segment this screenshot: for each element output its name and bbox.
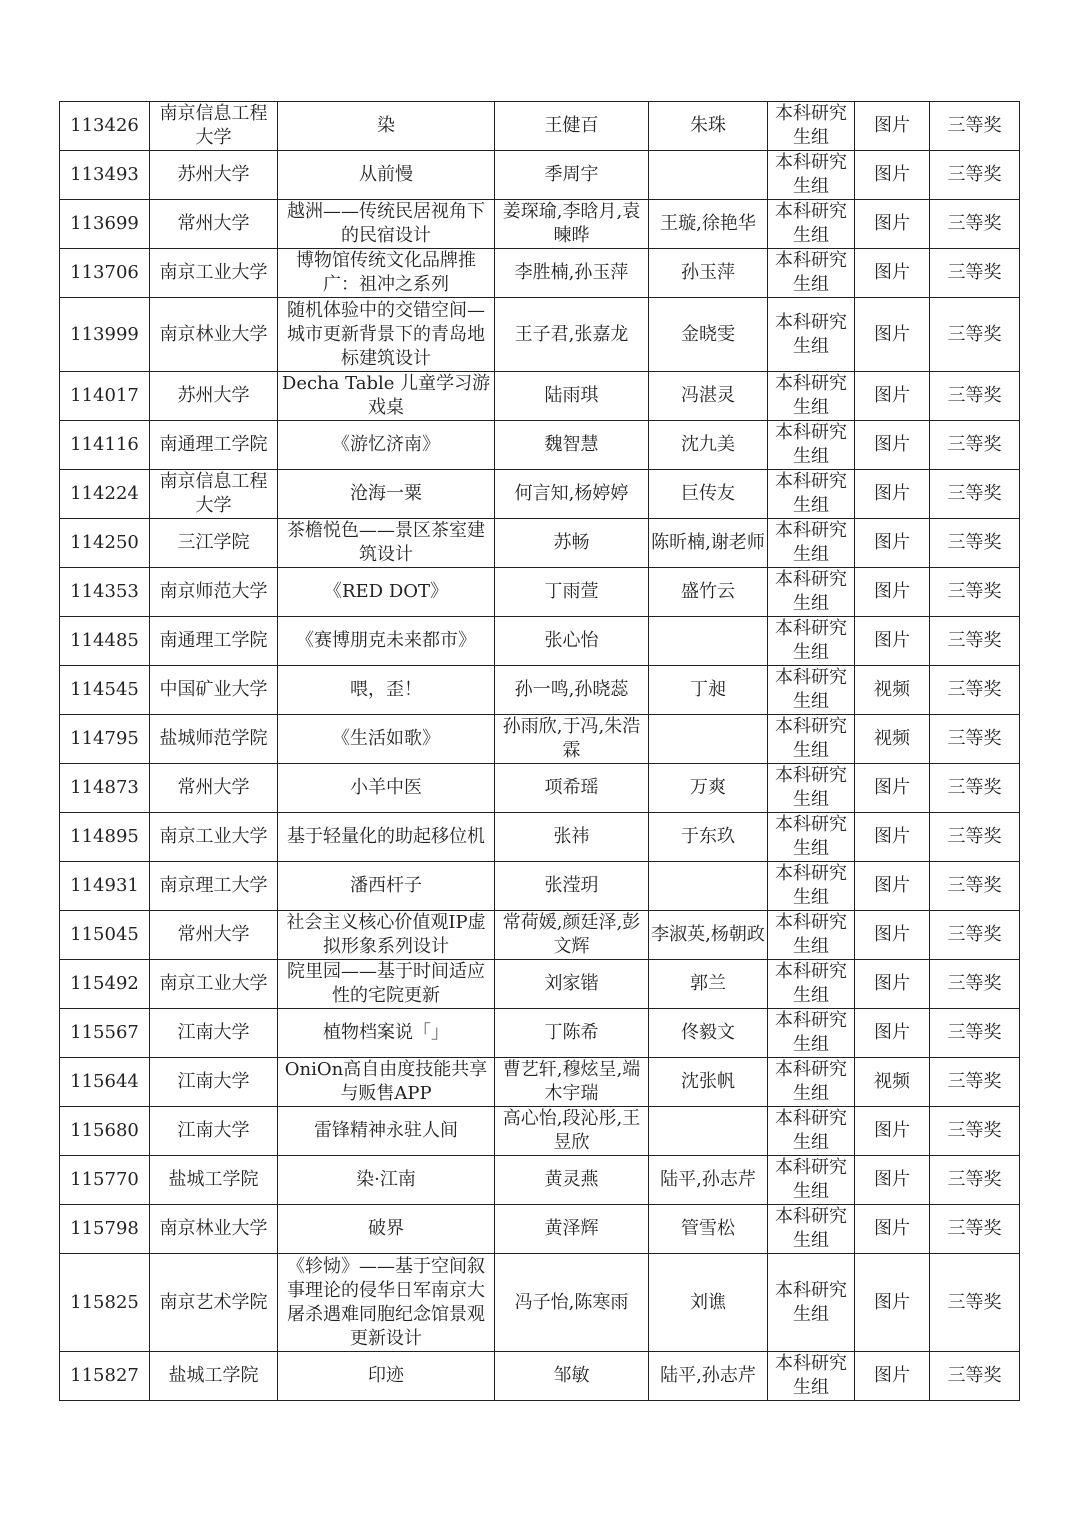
advisor: [649, 1107, 768, 1156]
group: 本科研究生组: [768, 960, 855, 1009]
group: 本科研究生组: [768, 715, 855, 764]
entry-id: 113999: [60, 298, 150, 372]
award: 三等奖: [930, 1205, 1020, 1254]
work-type: 图片: [855, 102, 930, 151]
table-row: [60, 666, 1020, 715]
work-type: 图片: [855, 813, 930, 862]
award: 三等奖: [930, 151, 1020, 200]
advisor: 金晓雯: [649, 298, 768, 372]
work-title: 《生活如歌》: [278, 715, 495, 764]
school: 常州大学: [150, 200, 278, 249]
work-title: 基于轻量化的助起移位机: [278, 813, 495, 862]
table-row: [60, 1009, 1020, 1058]
group: 本科研究生组: [768, 519, 855, 568]
school: 南京工业大学: [150, 813, 278, 862]
work-type: 图片: [855, 372, 930, 421]
table-row: [60, 519, 1020, 568]
authors: 项希瑶: [495, 764, 649, 813]
advisor: [649, 151, 768, 200]
advisor: 孙玉萍: [649, 249, 768, 298]
award: 三等奖: [930, 298, 1020, 372]
group: 本科研究生组: [768, 666, 855, 715]
work-title: 社会主义核心价值观IP虚拟形象系列设计: [278, 911, 495, 960]
authors: 魏智慧: [495, 421, 649, 470]
table-row: [60, 1058, 1020, 1107]
work-title: 沧海一粟: [278, 470, 495, 519]
work-title: 染: [278, 102, 495, 151]
table-row: [60, 764, 1020, 813]
authors: 张滢玥: [495, 862, 649, 911]
group: 本科研究生组: [768, 568, 855, 617]
award: 三等奖: [930, 421, 1020, 470]
award: 三等奖: [930, 960, 1020, 1009]
advisor: 陆平,孙志芹: [649, 1156, 768, 1205]
group: 本科研究生组: [768, 1254, 855, 1352]
award: 三等奖: [930, 862, 1020, 911]
entry-id: 115644: [60, 1058, 150, 1107]
work-title: 越洲——传统民居视角下的民宿设计: [278, 200, 495, 249]
authors: 姜琛瑜,李晗月,袁暕晔: [495, 200, 649, 249]
group: 本科研究生组: [768, 200, 855, 249]
work-type: 图片: [855, 862, 930, 911]
award: 三等奖: [930, 715, 1020, 764]
authors: 季周宇: [495, 151, 649, 200]
advisor: 于东玖: [649, 813, 768, 862]
school: 三江学院: [150, 519, 278, 568]
advisor: 丁昶: [649, 666, 768, 715]
advisor: 冯湛灵: [649, 372, 768, 421]
school: 南通理工学院: [150, 421, 278, 470]
authors: 冯子怡,陈寒雨: [495, 1254, 649, 1352]
work-title: 染·江南: [278, 1156, 495, 1205]
entry-id: 114795: [60, 715, 150, 764]
work-title: 从前慢: [278, 151, 495, 200]
group: 本科研究生组: [768, 764, 855, 813]
group: 本科研究生组: [768, 151, 855, 200]
authors: 邹敏: [495, 1352, 649, 1401]
authors: 丁雨萱: [495, 568, 649, 617]
award: 三等奖: [930, 813, 1020, 862]
advisor: [649, 617, 768, 666]
work-type: 图片: [855, 1009, 930, 1058]
school: 江南大学: [150, 1107, 278, 1156]
work-type: 图片: [855, 421, 930, 470]
work-title: 《游忆济南》: [278, 421, 495, 470]
award: 三等奖: [930, 1352, 1020, 1401]
advisor: 刘谯: [649, 1254, 768, 1352]
group: 本科研究生组: [768, 1107, 855, 1156]
entry-id: 115798: [60, 1205, 150, 1254]
entry-id: 114224: [60, 470, 150, 519]
award: 三等奖: [930, 666, 1020, 715]
entry-id: 113426: [60, 102, 150, 151]
work-type: 视频: [855, 666, 930, 715]
work-title: 《RED DOT》: [278, 568, 495, 617]
authors: 王健百: [495, 102, 649, 151]
work-type: 图片: [855, 470, 930, 519]
group: 本科研究生组: [768, 1156, 855, 1205]
work-type: 图片: [855, 1352, 930, 1401]
table-row: [60, 1107, 1020, 1156]
authors: 黄泽辉: [495, 1205, 649, 1254]
group: 本科研究生组: [768, 102, 855, 151]
work-type: 图片: [855, 960, 930, 1009]
entry-id: 115492: [60, 960, 150, 1009]
advisor: 盛竹云: [649, 568, 768, 617]
award: 三等奖: [930, 617, 1020, 666]
work-title: 雷锋精神永驻人间: [278, 1107, 495, 1156]
school: 盐城工学院: [150, 1352, 278, 1401]
table-row: [60, 372, 1020, 421]
work-type: 图片: [855, 298, 930, 372]
work-type: 图片: [855, 249, 930, 298]
advisor: 朱珠: [649, 102, 768, 151]
school: 南京工业大学: [150, 960, 278, 1009]
entry-id: 113493: [60, 151, 150, 200]
entry-id: 114116: [60, 421, 150, 470]
group: 本科研究生组: [768, 1058, 855, 1107]
work-type: 图片: [855, 617, 930, 666]
award: 三等奖: [930, 372, 1020, 421]
school: 南京信息工程大学: [150, 102, 278, 151]
authors: 孙雨欣,于冯,朱浩霖: [495, 715, 649, 764]
group: 本科研究生组: [768, 862, 855, 911]
work-type: 图片: [855, 1107, 930, 1156]
work-title: 小羊中医: [278, 764, 495, 813]
authors: 曹艺轩,穆炫呈,端木宇瑞: [495, 1058, 649, 1107]
advisor: 郭兰: [649, 960, 768, 1009]
work-title: 《轸恸》——基于空间叙事理论的侵华日军南京大屠杀遇难同胞纪念馆景观更新设计: [278, 1254, 495, 1352]
advisor: 李淑英,杨朝政: [649, 911, 768, 960]
table-row: [60, 470, 1020, 519]
work-type: 视频: [855, 1058, 930, 1107]
table-row: [60, 298, 1020, 372]
table-row: [60, 151, 1020, 200]
group: 本科研究生组: [768, 470, 855, 519]
work-title: 院里园——基于时间适应性的宅院更新: [278, 960, 495, 1009]
advisor: 巨传友: [649, 470, 768, 519]
school: 江南大学: [150, 1009, 278, 1058]
work-type: 图片: [855, 1254, 930, 1352]
work-title: 茶檐悦色——景区茶室建筑设计: [278, 519, 495, 568]
school: 盐城工学院: [150, 1156, 278, 1205]
work-title: Decha Table 儿童学习游戏桌: [278, 372, 495, 421]
advisor: 王璇,徐艳华: [649, 200, 768, 249]
school: 苏州大学: [150, 151, 278, 200]
table-row: [60, 960, 1020, 1009]
award: 三等奖: [930, 249, 1020, 298]
work-type: 图片: [855, 911, 930, 960]
work-type: 图片: [855, 568, 930, 617]
authors: 常荷媛,颜廷泽,彭文辉: [495, 911, 649, 960]
school: 盐城师范学院: [150, 715, 278, 764]
table-row: [60, 862, 1020, 911]
awards-table-body: [60, 102, 1020, 1401]
award: 三等奖: [930, 102, 1020, 151]
entry-id: 115045: [60, 911, 150, 960]
school: 南京师范大学: [150, 568, 278, 617]
school: 常州大学: [150, 764, 278, 813]
advisor: [649, 715, 768, 764]
entry-id: 114895: [60, 813, 150, 862]
award: 三等奖: [930, 519, 1020, 568]
table-row: [60, 568, 1020, 617]
advisor: 陈昕楠,谢老师: [649, 519, 768, 568]
award: 三等奖: [930, 911, 1020, 960]
award: 三等奖: [930, 1009, 1020, 1058]
work-title: 潘西杆子: [278, 862, 495, 911]
work-title: 印迹: [278, 1352, 495, 1401]
authors: 黄灵燕: [495, 1156, 649, 1205]
school: 江南大学: [150, 1058, 278, 1107]
work-type: 图片: [855, 519, 930, 568]
work-title: OniOn高自由度技能共享与贩售APP: [278, 1058, 495, 1107]
group: 本科研究生组: [768, 1352, 855, 1401]
group: 本科研究生组: [768, 372, 855, 421]
award: 三等奖: [930, 1058, 1020, 1107]
authors: 高心怡,段沁彤,王昱欣: [495, 1107, 649, 1156]
table-row: [60, 200, 1020, 249]
school: 南京艺术学院: [150, 1254, 278, 1352]
award: 三等奖: [930, 1107, 1020, 1156]
entry-id: 113706: [60, 249, 150, 298]
authors: 何言知,杨婷婷: [495, 470, 649, 519]
advisor: 沈张帆: [649, 1058, 768, 1107]
entry-id: 114931: [60, 862, 150, 911]
work-title: 随机体验中的交错空间—城市更新背景下的青岛地标建筑设计: [278, 298, 495, 372]
authors: 丁陈希: [495, 1009, 649, 1058]
award: 三等奖: [930, 568, 1020, 617]
table-row: [60, 249, 1020, 298]
school: 中国矿业大学: [150, 666, 278, 715]
advisor: 陆平,孙志芹: [649, 1352, 768, 1401]
group: 本科研究生组: [768, 421, 855, 470]
work-title: 植物档案说「」: [278, 1009, 495, 1058]
work-title: 喂，歪！: [278, 666, 495, 715]
authors: 李胜楠,孙玉萍: [495, 249, 649, 298]
entry-id: 115680: [60, 1107, 150, 1156]
school: 苏州大学: [150, 372, 278, 421]
group: 本科研究生组: [768, 1205, 855, 1254]
authors: 张祎: [495, 813, 649, 862]
authors: 王子君,张嘉龙: [495, 298, 649, 372]
entry-id: 114353: [60, 568, 150, 617]
work-type: 图片: [855, 151, 930, 200]
award: 三等奖: [930, 470, 1020, 519]
group: 本科研究生组: [768, 249, 855, 298]
group: 本科研究生组: [768, 911, 855, 960]
table-row: [60, 421, 1020, 470]
advisor: 管雪松: [649, 1205, 768, 1254]
advisor: 万爽: [649, 764, 768, 813]
awards-table: [59, 101, 1020, 1401]
authors: 苏畅: [495, 519, 649, 568]
work-type: 图片: [855, 764, 930, 813]
table-row: [60, 617, 1020, 666]
group: 本科研究生组: [768, 1009, 855, 1058]
entry-id: 115825: [60, 1254, 150, 1352]
work-type: 图片: [855, 1205, 930, 1254]
school: 南京林业大学: [150, 1205, 278, 1254]
work-type: 图片: [855, 200, 930, 249]
work-title: 破界: [278, 1205, 495, 1254]
award: 三等奖: [930, 1156, 1020, 1205]
authors: 孙一鸣,孙晓蕊: [495, 666, 649, 715]
award: 三等奖: [930, 764, 1020, 813]
entry-id: 114250: [60, 519, 150, 568]
table-row: [60, 1254, 1020, 1352]
entry-id: 115567: [60, 1009, 150, 1058]
entry-id: 115770: [60, 1156, 150, 1205]
table-row: [60, 1205, 1020, 1254]
advisor: 佟毅文: [649, 1009, 768, 1058]
entry-id: 114545: [60, 666, 150, 715]
award: 三等奖: [930, 1254, 1020, 1352]
entry-id: 115827: [60, 1352, 150, 1401]
table-row: [60, 813, 1020, 862]
award: 三等奖: [930, 200, 1020, 249]
work-title: 博物馆传统文化品牌推广：祖冲之系列: [278, 249, 495, 298]
school: 南京理工大学: [150, 862, 278, 911]
work-type: 图片: [855, 1156, 930, 1205]
advisor: 沈九美: [649, 421, 768, 470]
group: 本科研究生组: [768, 617, 855, 666]
authors: 张心怡: [495, 617, 649, 666]
advisor: [649, 862, 768, 911]
work-type: 视频: [855, 715, 930, 764]
school: 南京林业大学: [150, 298, 278, 372]
work-title: 《赛博朋克未来都市》: [278, 617, 495, 666]
group: 本科研究生组: [768, 298, 855, 372]
table-row: [60, 911, 1020, 960]
entry-id: 113699: [60, 200, 150, 249]
table-row: [60, 1156, 1020, 1205]
school: 南京工业大学: [150, 249, 278, 298]
authors: 刘家锴: [495, 960, 649, 1009]
school: 南京信息工程大学: [150, 470, 278, 519]
group: 本科研究生组: [768, 813, 855, 862]
table-row: [60, 715, 1020, 764]
entry-id: 114873: [60, 764, 150, 813]
entry-id: 114017: [60, 372, 150, 421]
authors: 陆雨琪: [495, 372, 649, 421]
table-row: [60, 1352, 1020, 1401]
entry-id: 114485: [60, 617, 150, 666]
table-row: [60, 102, 1020, 151]
school: 南通理工学院: [150, 617, 278, 666]
school: 常州大学: [150, 911, 278, 960]
